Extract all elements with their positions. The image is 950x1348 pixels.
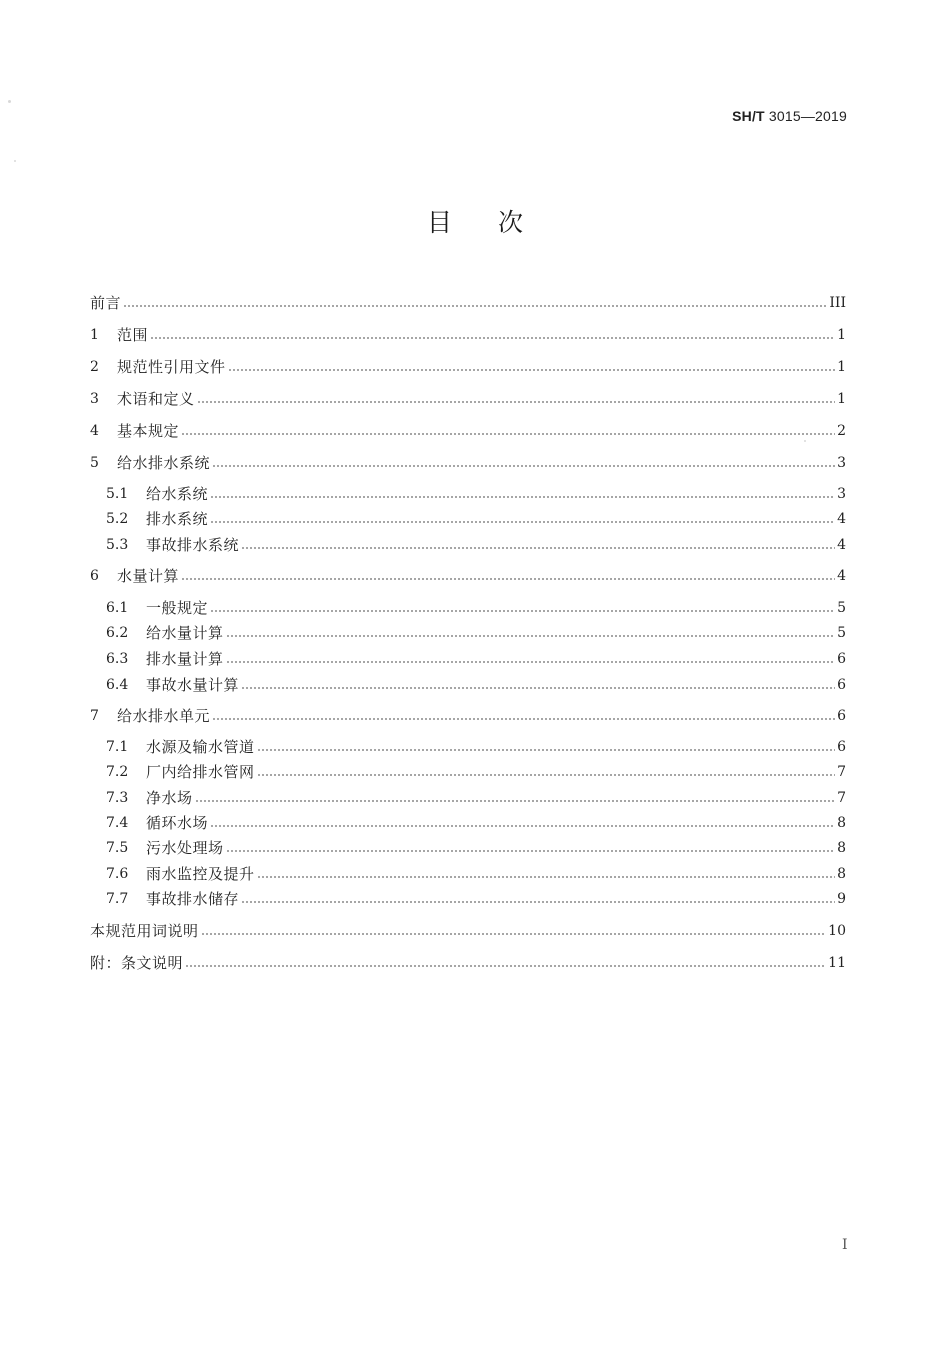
toc-entry[interactable] [106,509,846,529]
toc-entry-number: 3 [90,391,99,407]
toc-leader-dots [257,774,836,776]
toc-entry[interactable] [90,566,846,586]
toc-leader-dots [212,465,835,467]
standard-code-number: 3015—2019 [768,108,847,124]
toc-entry-page: 4 [837,511,846,527]
toc-leader-dots [181,433,835,435]
toc-leader-dots [195,800,836,802]
toc-leader-dots [185,965,826,967]
toc-leader-dots [212,718,835,720]
toc-leader-dots [241,547,835,549]
toc-entry-label: 给水排水系统 [117,454,211,472]
toc-entry-page: 8 [837,866,846,882]
toc-entry-label: 循环水场 [146,814,209,832]
toc-leader-dots [226,850,836,852]
toc-leader-dots [226,635,836,637]
toc-leader-dots [210,496,835,498]
toc-entry-label: 给水量计算 [146,624,224,642]
toc-entry-page: 5 [837,600,846,616]
toc-entry[interactable] [90,953,846,973]
toc-entry[interactable] [106,762,846,782]
toc-entry-label: 事故排水系统 [146,536,240,554]
toc-entry-page: 3 [837,486,846,502]
toc-entry[interactable] [90,293,846,313]
toc-entry-page: 9 [837,891,846,907]
toc-entry-page: 7 [837,790,846,806]
toc-entry-label: 给水系统 [146,485,209,503]
toc-entry-page: 1 [837,359,846,375]
toc-leader-dots [210,521,835,523]
toc-entry-number: 6.1 [106,600,129,616]
toc-entry-page: 10 [828,923,846,939]
toc-leader-dots [257,876,836,878]
toc-entry-number: 4 [90,423,99,439]
toc-leader-dots [257,749,836,751]
toc-entry-page: 2 [837,423,846,439]
toc-entry-number: 7.2 [106,764,129,780]
toc-entry-page: 7 [837,764,846,780]
scan-speck [804,440,806,442]
toc-entry-label: 雨水监控及提升 [146,865,255,883]
toc-entry-label: 排水系统 [146,510,209,528]
toc-entry-page: 6 [837,739,846,755]
toc-entry-page: 8 [837,815,846,831]
toc-entry-number: 5.1 [106,486,129,502]
toc-entry-number: 7.6 [106,866,129,882]
toc-leader-dots [210,825,835,827]
toc-entry[interactable] [106,838,846,858]
toc-entry-label: 净水场 [146,789,193,807]
toc-entry-label: 本规范用词说明 [90,922,199,940]
toc-entry-number: 5.2 [106,511,129,527]
toc-entry-number: 5.3 [106,537,129,553]
toc-entry-page: 1 [837,391,846,407]
toc-entry[interactable] [106,813,846,833]
toc-entry-page: 8 [837,840,846,856]
toc-entry-label: 范围 [117,326,149,344]
toc-entry-label: 基本规定 [117,422,180,440]
toc-entry[interactable] [90,389,846,409]
toc-leader-dots [226,661,836,663]
toc-entry-label: 前言 [90,294,122,312]
toc-entry[interactable] [106,675,846,695]
toc-entry[interactable] [106,484,846,504]
toc-entry[interactable] [90,921,846,941]
toc-entry-number: 6.4 [106,677,129,693]
toc-entry[interactable] [106,598,846,618]
toc-entry[interactable] [106,788,846,808]
toc-entry-number: 2 [90,359,99,375]
toc-leader-dots [181,578,835,580]
scan-speck [8,100,11,103]
toc-entry[interactable] [106,649,846,669]
toc-entry-label: 术语和定义 [117,390,195,408]
toc-entry-label: 事故水量计算 [146,676,240,694]
toc-entry-label: 水量计算 [117,567,180,585]
toc-entry[interactable] [90,706,846,726]
toc-entry-number: 6.3 [106,651,129,667]
toc-entry[interactable] [106,737,846,757]
toc-entry-page: III [829,295,846,311]
toc-entry[interactable] [106,535,846,555]
toc-entry-label: 附：条文说明 [90,954,184,972]
toc-entry-number: 6 [90,568,99,584]
standard-code-prefix: SH/T [732,108,765,124]
scan-speck [14,160,16,162]
toc-entry-label: 排水量计算 [146,650,224,668]
toc-entry-number: 6.2 [106,625,129,641]
page-title: 目次 [426,208,569,237]
toc-entry-page: 3 [837,455,846,471]
toc-entry[interactable] [90,357,846,377]
toc-entry[interactable] [106,889,846,909]
toc-leader-dots [150,337,835,339]
toc-leader-dots [228,369,836,371]
toc-entry-label: 规范性引用文件 [117,358,226,376]
toc-entry-number: 7.5 [106,840,129,856]
toc-leader-dots [210,610,835,612]
toc-entry-label: 水源及输水管道 [146,738,255,756]
toc-entry-page: 1 [837,327,846,343]
toc-entry-number: 7.3 [106,790,129,806]
toc-leader-dots [123,305,827,307]
toc-leader-dots [197,401,836,403]
toc-entry-page: 4 [837,537,846,553]
toc-entry-number: 7 [90,708,99,724]
toc-entry-number: 7.7 [106,891,129,907]
toc-entry-label: 给水排水单元 [117,707,211,725]
toc-leader-dots [201,933,827,935]
toc-leader-dots [241,687,835,689]
toc-entry[interactable] [90,421,846,441]
toc-entry-page: 4 [837,568,846,584]
page-folio: I [842,1237,848,1253]
toc-entry-number: 7.4 [106,815,129,831]
toc-entry-number: 5 [90,455,99,471]
toc-entry[interactable] [106,864,846,884]
toc-entry[interactable] [90,325,846,345]
toc-entry-number: 1 [90,327,99,343]
toc-entry-page: 6 [837,651,846,667]
toc-entry-label: 一般规定 [146,599,209,617]
toc-entry-page: 6 [837,677,846,693]
toc-leader-dots [241,901,835,903]
toc-entry[interactable] [90,453,846,473]
toc-entry[interactable] [106,623,846,643]
toc-entry-label: 污水处理场 [146,839,224,857]
toc-entry-page: 11 [828,955,846,971]
toc-entry-page: 5 [837,625,846,641]
toc-entry-number: 7.1 [106,739,129,755]
toc-entry-label: 事故排水储存 [146,890,240,908]
toc-entry-page: 6 [837,708,846,724]
toc-entry-label: 厂内给排水管网 [146,763,255,781]
